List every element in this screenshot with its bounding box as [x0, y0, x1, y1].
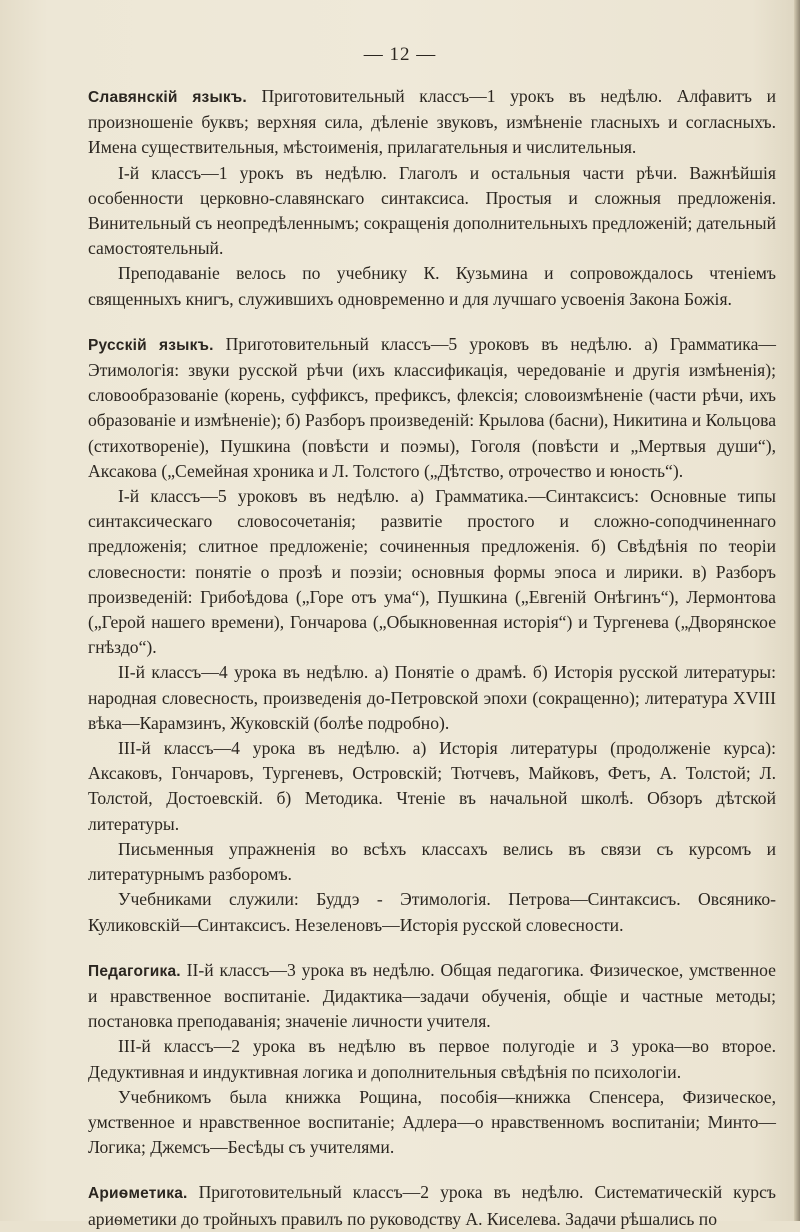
section-heading: Русскій языкъ. — [88, 336, 214, 354]
page-number: — 12 — — [363, 44, 437, 65]
paragraph: II-й классъ—4 урока въ недѣлю. а) Понятіе о драмѣ. б) Исторія русской литературы: народная словесность, произведенія до-Петровской эпохи (сокращенно); литература XVIII вѣка—Карамзинъ, Жуковскій (болѣе подробно). — [88, 662, 776, 733]
paragraph-text: Приготовительный классъ—2 урока въ недѣлю. Систематическій курсъ ариѳметики до тройныхъ правилъ по руководству А. Киселева. Задачи рѣшались по — [88, 1182, 776, 1229]
section-heading: Педагогика. — [88, 962, 181, 980]
section-paragraph — [88, 84, 776, 161]
paragraph: III-й классъ—2 урока въ недѣлю въ первое полугодіе и 3 урока—во второе. Дедуктивная и индуктивная логика и дополнительныя свѣдѣнія по психологіи. — [88, 1036, 776, 1082]
section-heading: Славянскій языкъ. — [88, 89, 247, 106]
section-heading: Ариѳметика. — [88, 1185, 188, 1203]
paragraph-text: Приготовительный классъ—1 урокъ въ недѣлю. Алфавитъ и произношеніе буквъ; верхняя сила, дѣленіе звуковъ, измѣненіе гласныхъ и согласныхъ. Имена существительныя, мѣстоименія, прилагательныя и числительныя. — [88, 86, 776, 158]
paragraph: I-й классъ—1 урокъ въ недѣлю. Глаголъ и остальныя части рѣчи. Важнѣйшія особенности церковно-славянскаго синтаксиса. Простыя и сложныя предложенія. Винительный съ неопредѣленнымъ; сокращенія дополнительныхъ предложеній; дательный самостоятельный. — [88, 162, 776, 259]
section-paragraph — [88, 958, 776, 1035]
paragraph: Письменныя упражненія во всѣхъ классахъ велись въ связи съ курсомъ и литературнымъ разборомъ. — [88, 838, 776, 885]
paragraph-text: II-й классъ—3 урока въ недѣлю. Общая педагогика. Физическое, умственное и нравственное воспитаніе. Дидактика—задачи обученія, общіе и частные методы; постановка преподаванія; значеніе личности учителя. — [88, 959, 776, 1032]
paragraph: I-й классъ—5 уроковъ въ недѣлю. а) Грамматика.—Синтаксисъ: Основные типы синтаксическаго словосочетанія; развитіе простого и сложно-соподчиненнаго предложенія; слитное предложеніе; сочиненныя предложенія. б) Свѣдѣнія по теоріи словесности: понятіе о прозѣ и поэзіи; основныя формы эпоса и лирики. в) Разборъ произведеній: Грибоѣдова („Горе отъ ума“), Пушкина („Евгеній Онѣгинъ“), Лермонтова („Герой нашего времени), Гончарова („Обыкновенная исторія“) и Тургенева („Дворянское гнѣздо“). — [88, 486, 776, 658]
section-paragraph — [88, 332, 776, 484]
paragraph: III-й классъ—4 урока въ недѣлю. а) Исторія литературы (продолженіе курса): Аксаковъ, Гончаровъ, Тургеневъ, Островскій; Тютчевъ, Майковъ, Фетъ, А. Толстой; Л. Толстой, Достоевскій. б) Методика. Чтеніе въ начальной школѣ. Обзоръ дѣтской литературы. — [88, 738, 776, 834]
paragraph: Учебникомъ была книжка Рощина, пособія—книжка Спенсера, Физическое, умственное и нравственное воспитаніе; Адлера—о нравственномъ воспитаніи; Минто—Логика; Джемсъ—Бесѣды съ учителями. — [88, 1086, 776, 1158]
paragraph-text: Приготовительный классъ—5 уроковъ въ недѣлю. а) Грамматика—Этимологія: звуки русской рѣчи (ихъ классификація, чередованіе и другія измѣненія); словообразованіе (корень, суффиксъ, префиксъ, флексія; словоизмѣненіе (части рѣчи, ихъ образованіе и измѣненіе); б) Разборъ произведеній: Крылова (басни), Никитина и Кольцова (стихотвореніе), Пушкина (повѣсти и поэмы), Гоголя (повѣсти и „Мертвыя души“), Аксакова („Семейная хроника и Л. Толстого („Дѣтство, отрочество и юность“). — [88, 333, 776, 481]
section-paragraph — [88, 1180, 776, 1231]
paragraph: Преподаваніе велось по учебнику К. Кузьмина и сопровождалось чтеніемъ священныхъ книгъ, служившихъ одновременно и для лучшаго усвоенія Закона Божія. — [88, 263, 776, 309]
document-body — [88, 84, 776, 1232]
paragraph: Учебниками служили: Буддэ - Этимологія. Петрова—Синтаксисъ. Овсянико-Куликовскій—Синтаксисъ. Незеленовъ—Исторія русской словесности. — [88, 889, 776, 935]
page-edge — [794, 0, 800, 1221]
